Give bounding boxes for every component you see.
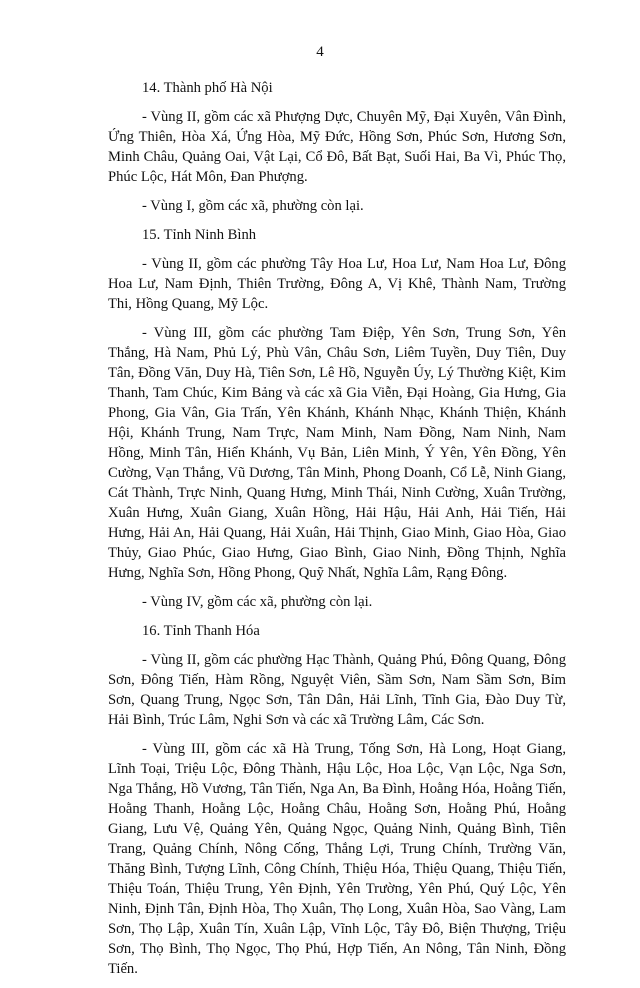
paragraph-ninh-binh-vung-iii: - Vùng III, gồm các phường Tam Điệp, Yên Sơn, Trung Sơn, Yên Thắng, Hà Nam, Phủ Lý, Phù Vân, Châu Sơn, Liêm Tuyền, Duy Tiên, Duy Tân, Đồng Văn, Duy Hà, Tiên Sơn, Lê Hồ, Nguyễn Úy, Lý Thường Kiệt, Kim Thanh, Tam Chúc, Kim Bảng và các xã Gia Viễn, Đại Hoàng, Gia Hưng, Gia Phong, Gia Vân, Gia Trấn, Yên Khánh, Khánh Nhạc, Khánh Thiện, Khánh Hội, Khánh Trung, Nam Trực, Nam Minh, Nam Đồng, Nam Ninh, Nam Hồng, Minh Tân, Hiển Khánh, Vụ Bản, Liên Minh, Ý Yên, Yên Đồng, Yên Cường, Vạn Thắng, Vũ Dương, Tân Minh, Phong Doanh, Cổ Lễ, Ninh Giang, Cát Thành, Trực Ninh, Quang Hưng, Minh Thái, Ninh Cường, Xuân Trường, Xuân Hưng, Xuân Giang, Xuân Hồng, Hải Hậu, Hải Anh, Hải Tiến, Hải Hưng, Hải An, Hải Quang, Hải Xuân, Hải Thịnh, Giao Minh, Giao Hòa, Giao Thủy, Giao Phúc, Giao Hưng, Giao Bình, Giao Ninh, Đồng Thịnh, Nghĩa Hưng, Nghĩa Sơn, Hồng Phong, Quỹ Nhất, Nghĩa Lâm, Rạng Đông. xyxy=(108,325,566,581)
section-heading-thanh-hoa: 16. Tỉnh Thanh Hóa xyxy=(142,623,260,639)
paragraph-thanh-hoa-vung-ii: - Vùng II, gồm các phường Hạc Thành, Quảng Phú, Đông Quang, Đông Sơn, Đông Tiến, Hàm Rồng, Nguyệt Viên, Sầm Sơn, Nam Sầm Sơn, Bỉm Sơn, Quang Trung, Ngọc Sơn, Tân Dân, Hải Lĩnh, Tĩnh Gia, Đào Duy Từ, Hải Bình, Trúc Lâm, Nghi Sơn và các xã Trường Lâm, Các Sơn. xyxy=(108,652,566,728)
section-heading-ninh-binh: 15. Tỉnh Ninh Bình xyxy=(142,227,257,243)
document-body xyxy=(108,78,566,988)
section-heading-ha-noi: 14. Thành phố Hà Nội xyxy=(142,80,273,96)
page-number: 4 xyxy=(316,44,324,60)
paragraph-ninh-binh-vung-iv: - Vùng IV, gồm các xã, phường còn lại. xyxy=(142,594,373,610)
paragraph-ha-noi-vung-ii: - Vùng II, gồm các xã Phượng Dực, Chuyên Mỹ, Đại Xuyên, Vân Đình, Ứng Thiên, Hòa Xá, Ứng Hòa, Mỹ Đức, Hồng Sơn, Phúc Sơn, Hương Sơn, Minh Châu, Quảng Oai, Vật Lại, Cổ Đô, Bất Bạt, Suối Hai, Ba Vì, Phúc Thọ, Phúc Lộc, Hát Môn, Đan Phượng. xyxy=(108,109,566,185)
paragraph-thanh-hoa-vung-iii: - Vùng III, gồm các xã Hà Trung, Tống Sơn, Hà Long, Hoạt Giang, Lĩnh Toại, Triệu Lộc, Đông Thành, Hậu Lộc, Hoa Lộc, Vạn Lộc, Nga Sơn, Nga Thắng, Hồ Vương, Tân Tiến, Nga An, Ba Đình, Hoằng Hóa, Hoằng Tiến, Hoằng Thanh, Hoằng Lộc, Hoằng Châu, Hoằng Sơn, Hoằng Phú, Hoằng Giang, Lưu Vệ, Quảng Yên, Quảng Ngọc, Quảng Ninh, Quảng Bình, Tiên Trang, Quảng Chính, Nông Cống, Thắng Lợi, Trung Chính, Trường Văn, Thăng Bình, Tượng Lĩnh, Công Chính, Thiệu Hóa, Thiệu Quang, Thiệu Tiến, Thiệu Toán, Thiệu Trung, Yên Định, Yên Trường, Yên Phú, Quý Lộc, Yên Ninh, Định Tân, Định Hòa, Thọ Xuân, Thọ Long, Xuân Hòa, Sao Vàng, Lam Sơn, Thọ Lập, Xuân Tín, Xuân Lập, Vĩnh Lộc, Tây Đô, Biện Thượng, Triệu Sơn, Thọ Bình, Thọ Ngọc, Thọ Phú, Hợp Tiến, An Nông, Tân Ninh, Đồng Tiến. xyxy=(108,741,566,977)
paragraph-ninh-binh-vung-ii: - Vùng II, gồm các phường Tây Hoa Lư, Hoa Lư, Nam Hoa Lư, Đông Hoa Lư, Nam Định, Thiên Trường, Đông A, Vị Khê, Thành Nam, Trường Thi, Hồng Quang, Mỹ Lộc. xyxy=(108,256,566,312)
paragraph-ha-noi-vung-i: - Vùng I, gồm các xã, phường còn lại. xyxy=(142,198,364,214)
